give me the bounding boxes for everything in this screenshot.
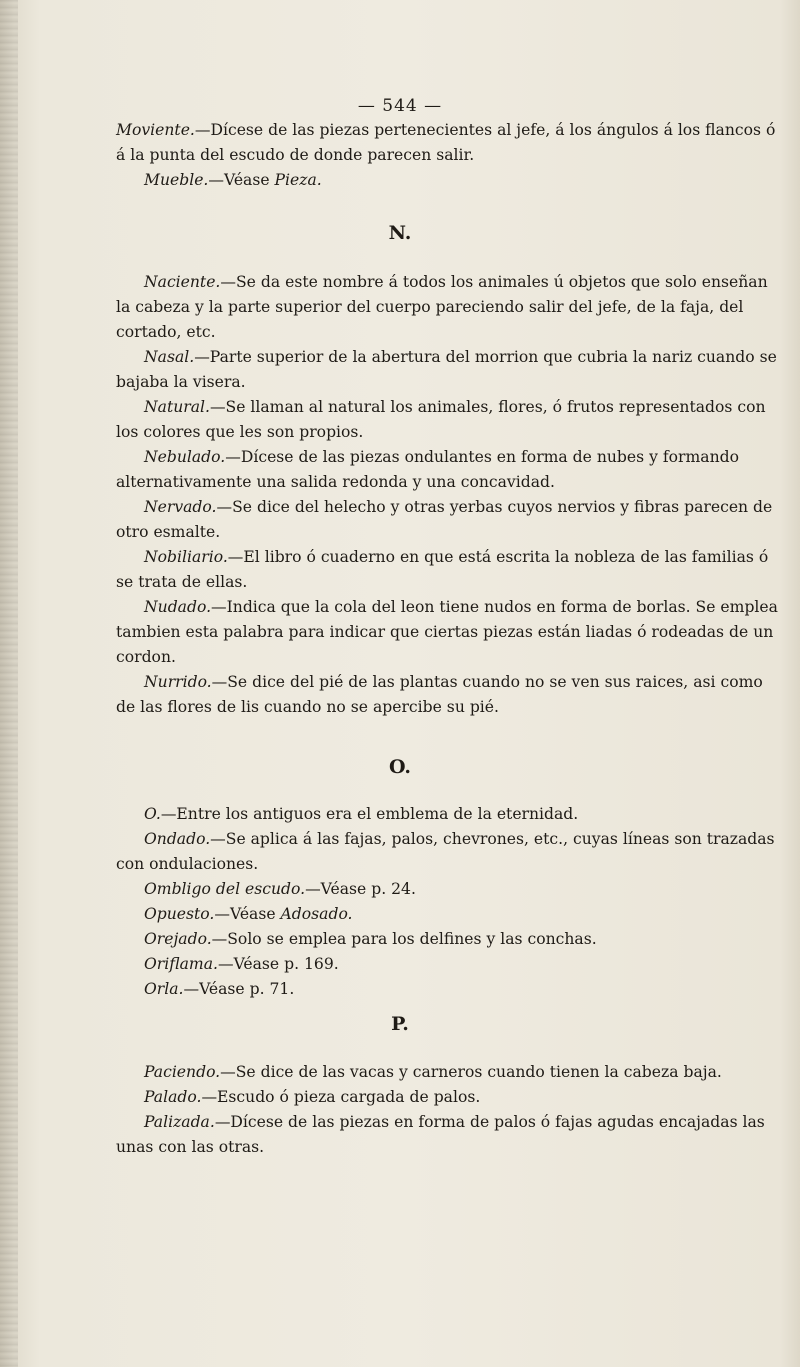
entry-term: Nudado. xyxy=(144,598,212,616)
entry-term: Palizada. xyxy=(144,1113,215,1131)
entry-term: Oriflama. xyxy=(144,955,218,973)
entry-nasal xyxy=(116,345,778,395)
entry-term: Orejado. xyxy=(144,930,212,948)
entry-text: —El libro ó cuaderno en que está escrita la nobleza de las familias ó se trata de ellas. xyxy=(116,548,769,591)
entry-ondado xyxy=(116,827,778,877)
entry-text: —Dícese de las piezas pertenecientes al jefe, á los ángulos á los flancos ó á la punta del escudo de donde parecen salir. xyxy=(116,121,776,164)
entry-term: Naciente. xyxy=(144,273,221,291)
entry-text: —Parte superior de la abertura del morrion que cubria la nariz cuando se bajaba la visera. xyxy=(116,348,777,391)
entry-term: Mueble. xyxy=(144,171,209,189)
entry-text: —Véase p. 169. xyxy=(217,955,339,973)
entry-term: Nasal. xyxy=(144,348,195,366)
binding-gutter xyxy=(0,0,18,1367)
entry-moviente xyxy=(116,118,778,168)
entry-oriflama xyxy=(116,952,778,977)
entry-text: —Escudo ó pieza cargada de palos. xyxy=(201,1088,481,1106)
entry-reference: Pieza. xyxy=(274,171,322,189)
entry-text: —Véase xyxy=(214,905,281,923)
entry-term: Nebulado. xyxy=(144,448,226,466)
entry-palizada xyxy=(116,1110,778,1160)
entry-nervado xyxy=(116,495,778,545)
section-m xyxy=(116,118,778,193)
letter-heading-o: O. xyxy=(388,756,412,778)
entry-term: Nurrido. xyxy=(144,673,212,691)
entry-text: —Indica que la cola del leon tiene nudos en forma de borlas. Se emplea tambien esta palabra para indicar que ciertas piezas están liadas ó rodeadas de un cordon. xyxy=(116,598,778,666)
entry-text: —Entre los antiguos era el emblema de la eternidad. xyxy=(160,805,579,823)
entry-term: Ondado. xyxy=(144,830,211,848)
entry-nebulado xyxy=(116,445,778,495)
entry-nobiliario xyxy=(116,545,778,595)
section-p xyxy=(116,1060,778,1160)
entry-mueble xyxy=(116,168,778,193)
entry-natural xyxy=(116,395,778,445)
section-n xyxy=(116,270,778,720)
entry-orla xyxy=(116,977,778,1002)
entry-opuesto xyxy=(116,902,778,927)
entry-text: —Se llaman al natural los animales, flores, ó frutos representados con los colores que les son propios. xyxy=(116,398,766,441)
letter-heading-n: N. xyxy=(388,222,412,244)
entry-orejado xyxy=(116,927,778,952)
entry-text: —Se da este nombre á todos los animales ú objetos que solo enseñan la cabeza y la parte superior del cuerpo pareciendo salir del jefe, de la faja, del cortado, etc. xyxy=(116,273,768,341)
section-o xyxy=(116,802,778,1002)
entry-text: —Dícese de las piezas ondulantes en forma de nubes y formando alternativamente una salida redonda y una concavidad. xyxy=(116,448,739,491)
entry-palado xyxy=(116,1085,778,1110)
entry-term: Moviente. xyxy=(116,121,195,139)
entry-term: Paciendo. xyxy=(144,1063,221,1081)
entry-nudado xyxy=(116,595,778,670)
entry-term: O. xyxy=(144,805,161,823)
entry-text: —Se dice del pié de las plantas cuando no se ven sus raices, asi como de las flores de lis cuando no se apercibe su pié. xyxy=(116,673,763,716)
entry-text: —Dícese de las piezas en forma de palos ó fajas agudas encajadas las unas con las otras. xyxy=(116,1113,765,1156)
entry-text: —Solo se emplea para los delfines y las conchas. xyxy=(211,930,597,948)
entry-term: Opuesto. xyxy=(144,905,215,923)
entry-term: Nervado. xyxy=(144,498,217,516)
entry-text: —Véase p. 71. xyxy=(183,980,295,998)
entry-paciendo xyxy=(116,1060,778,1085)
entry-text: —Se dice de las vacas y carneros cuando tienen la cabeza baja. xyxy=(220,1063,722,1081)
entry-term: Nobiliario. xyxy=(144,548,228,566)
entry-term: Palado. xyxy=(144,1088,202,1106)
entry-ombligo xyxy=(116,877,778,902)
letter-heading-p: P. xyxy=(391,1013,409,1035)
entry-naciente xyxy=(116,270,778,345)
entry-term: Orla. xyxy=(144,980,184,998)
page-number: — 544 — xyxy=(357,96,443,116)
entry-text: —Véase xyxy=(208,171,275,189)
entry-text: —Se aplica á las fajas, palos, chevrones, etc., cuyas líneas son trazadas con ondulaciones. xyxy=(116,830,775,873)
entry-text: —Véase p. 24. xyxy=(305,880,416,898)
entry-reference: Adosado. xyxy=(280,905,353,923)
entry-text: —Se dice del helecho y otras yerbas cuyos nervios y fibras parecen de otro esmalte. xyxy=(116,498,773,541)
entry-o xyxy=(116,802,778,827)
entry-term: Ombligo del escudo. xyxy=(144,880,306,898)
entry-term: Natural. xyxy=(144,398,210,416)
entry-nurrido xyxy=(116,670,778,720)
